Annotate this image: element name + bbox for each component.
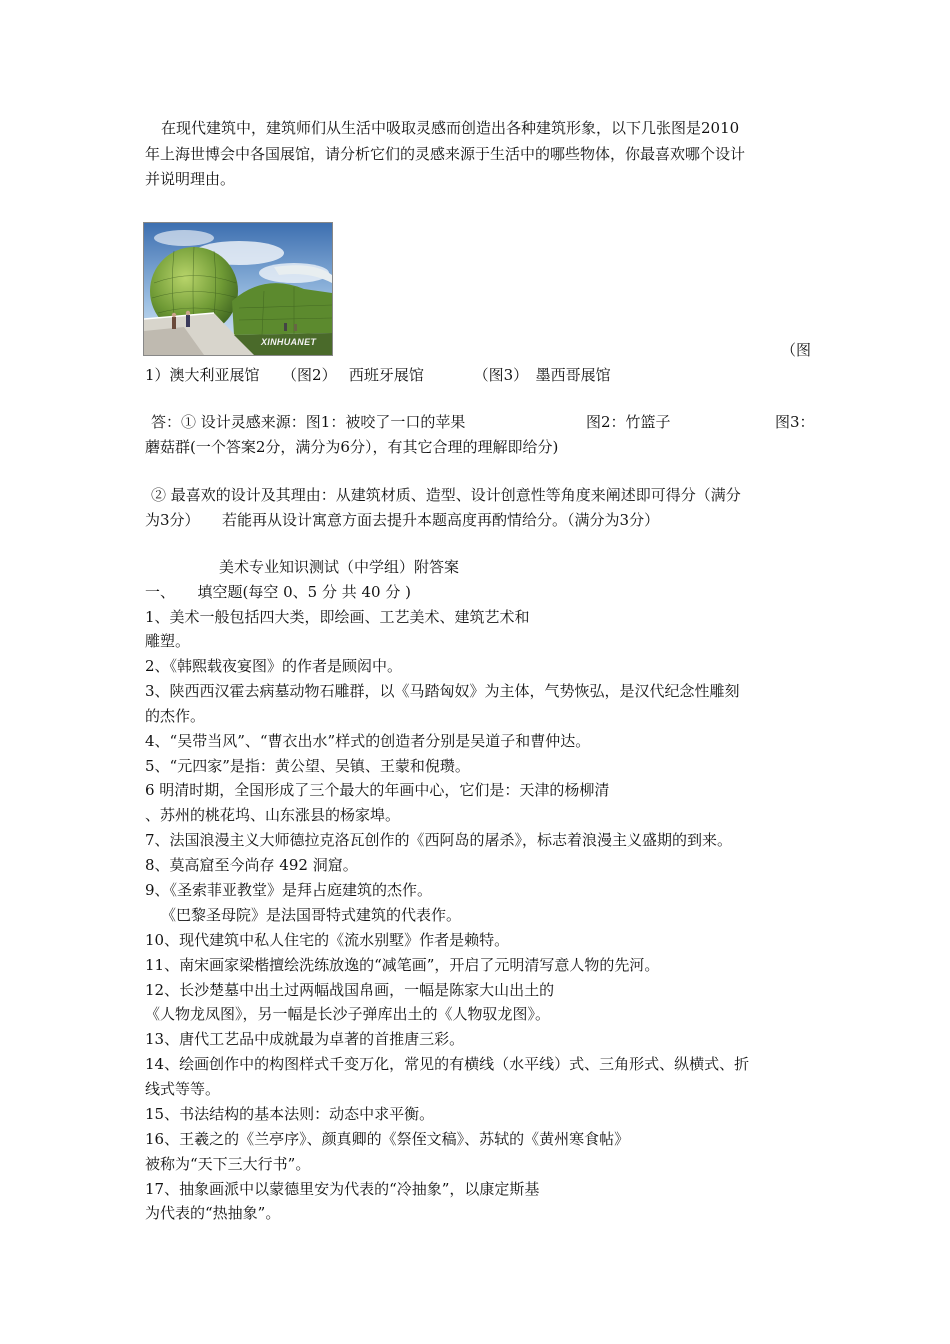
answer-line-3: ② 最喜欢的设计及其理由：从建筑材质、造型、设计创意性等角度来阐述即可得分（满分 <box>151 486 741 504</box>
test-item: 8、莫高窟至今尚存 492 洞窟。 <box>145 856 358 874</box>
test-item: 15、书法结构的基本法则：动态中求平衡。 <box>145 1105 435 1123</box>
test-item: 10、现代建筑中私人住宅的《流水别墅》作者是赖特。 <box>145 931 510 949</box>
answer-line-1a: 答：① 设计灵感来源：图1：被咬了一口的苹果 <box>151 413 466 431</box>
test-item: 1、美术一般包括四大类，即绘画、工艺美术、建筑艺术和 <box>145 608 530 626</box>
test-item: 17、抽象画派中以蒙德里安为代表的“冷抽象”，以康定斯基 <box>145 1180 540 1198</box>
test-item: 2、《韩熙载夜宴图》的作者是顾闳中。 <box>145 657 403 675</box>
answer-line-4: 为3分） 若能再从设计寓意方面去提升本题高度再酌情给分。（满分为3分） <box>145 511 660 529</box>
section-heading: 一、 填空题(每空 0、5 分 共 40 分 ) <box>145 583 411 601</box>
test-item: 7、法国浪漫主义大师德拉克洛瓦创作的《西阿岛的屠杀》，标志着浪漫主义盛期的到来。 <box>145 831 733 849</box>
test-item: 线式等等。 <box>145 1080 221 1098</box>
test-item: 14、绘画创作中的构图样式千变万化，常见的有横线（水平线）式、三角形式、纵横式、折 <box>145 1055 750 1073</box>
intro-line-3: 并说明理由。 <box>145 170 236 188</box>
answer-line-2: 蘑菇群(一个答案2分，满分为6分），有其它合理的理解即给分) <box>145 438 559 456</box>
answer-line-1b: 图2：竹篮子 <box>586 413 671 431</box>
test-item: 16、王羲之的《兰亭序》、颜真卿的《祭侄文稿》、苏轼的《黄州寒食帖》 <box>145 1130 630 1148</box>
test-item: 6 明清时期，全国形成了三个最大的年画中心，它们是：天津的杨柳清 <box>145 781 610 799</box>
intro-line-1: 在现代建筑中，建筑师们从生活中吸取灵感而创造出各种建筑形象，以下几张图是2010 <box>161 119 740 137</box>
test-item: 3、陕西西汉霍去病墓动物石雕群，以《马踏匈奴》为主体，气势恢弘，是汉代纪念性雕刻 <box>145 682 740 700</box>
test-item: 、苏州的桃花坞、山东涨县的杨家埠。 <box>145 806 401 824</box>
pavilion-photo <box>143 222 333 356</box>
test-item: 11、南宋画家梁楷擅绘洗练放逸的“减笔画”，开启了元明清写意人物的先河。 <box>145 956 660 974</box>
test-item: 的杰作。 <box>145 707 206 725</box>
test-item: 《人物龙凤图》，另一幅是长沙子弹库出土的《人物驭龙图》。 <box>145 1005 551 1023</box>
test-item: 9、《圣索菲亚教堂》是拜占庭建筑的杰作。 <box>145 881 433 899</box>
test-item: 12、长沙楚墓中出土过两幅战国帛画，一幅是陈家大山出土的 <box>145 981 555 999</box>
intro-line-2: 年上海世博会中各国展馆，请分析它们的灵感来源于生活中的哪些物体，你最喜欢哪个设计 <box>145 145 746 163</box>
test-item: 被称为“天下三大行书”。 <box>145 1155 311 1173</box>
figure-caption: 1）澳大利亚展馆 （图2） 西班牙展馆 （图3） 墨西哥展馆 <box>145 366 611 384</box>
watermark: XINHUANET <box>261 337 317 347</box>
test-item: 雕塑。 <box>145 632 191 650</box>
test-title: 美术专业知识测试（中学组）附答案 <box>219 558 460 576</box>
test-item: 《巴黎圣母院》是法国哥特式建筑的代表作。 <box>161 906 462 924</box>
test-item: 为代表的“热抽象”。 <box>145 1204 281 1222</box>
figure-caption-tail: （图 <box>781 341 812 359</box>
answer-line-1c: 图3： <box>775 413 815 431</box>
test-item: 13、唐代工艺品中成就最为卓著的首推唐三彩。 <box>145 1030 465 1048</box>
test-item: 4、“吴带当风”、“曹衣出水”样式的创造者分别是吴道子和曹仲达。 <box>145 732 591 750</box>
test-item: 5、“元四家”是指：黄公望、吴镇、王蒙和倪瓒。 <box>145 757 470 775</box>
